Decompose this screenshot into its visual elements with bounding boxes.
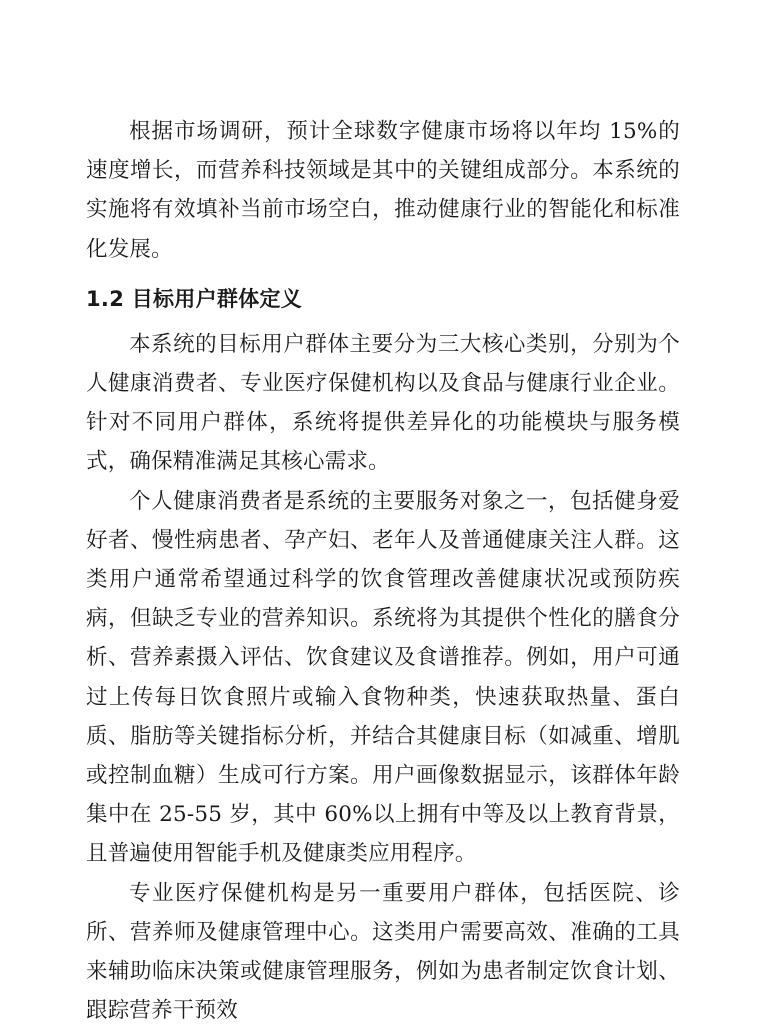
paragraph-individual-consumers: 个人健康消费者是系统的主要服务对象之一，包括健身爱好者、慢性病患者、孕产妇、老年人及普通健康关注人群。这类用户通常希望通过科学的饮食管理改善健康状况或预防疾病，但缺乏专业的营养知识。系统将为其提供个性化的膳食分析、营养素摄入评估、饮食建议及食谱推荐。例如，用户可通过上传每日饮食照片或输入食物种类，快速获取热量、蛋白质、脂肪等关键指标分析，并结合其健康目标（如减重、增肌或控制血糖）生成可行方案。用户画像数据显示，该群体年龄集中在 25-55 岁，其中 60%以上拥有中等及以上教育背景，且普遍使用智能手机及健康类应用程序。 [86,488,680,867]
paragraph-user-groups-overview: 本系统的目标用户群体主要分为三大核心类别，分别为个人健康消费者、专业医疗保健机构以及食品与健康行业企业。针对不同用户群体，系统将提供差异化的功能模块与服务模式，确保精准满足其核心需求。 [86,331,680,475]
document-body [86,112,680,1030]
section-heading: 1.2 目标用户群体定义 [86,286,303,311]
paragraph-market-research: 根据市场调研，预计全球数字健康市场将以年均 15%的速度增长，而营养科技领域是其中的关键组成部分。本系统的实施将有效填补当前市场空白，推动健康行业的智能化和标准化发展。 [86,119,680,262]
paragraph-medical-institutions: 专业医疗保健机构是另一重要用户群体，包括医院、诊所、营养师及健康管理中心。这类用户需要高效、准确的工具来辅助临床决策或健康管理服务，例如为患者制定饮食计划、跟踪营养干预效 [86,880,680,1024]
